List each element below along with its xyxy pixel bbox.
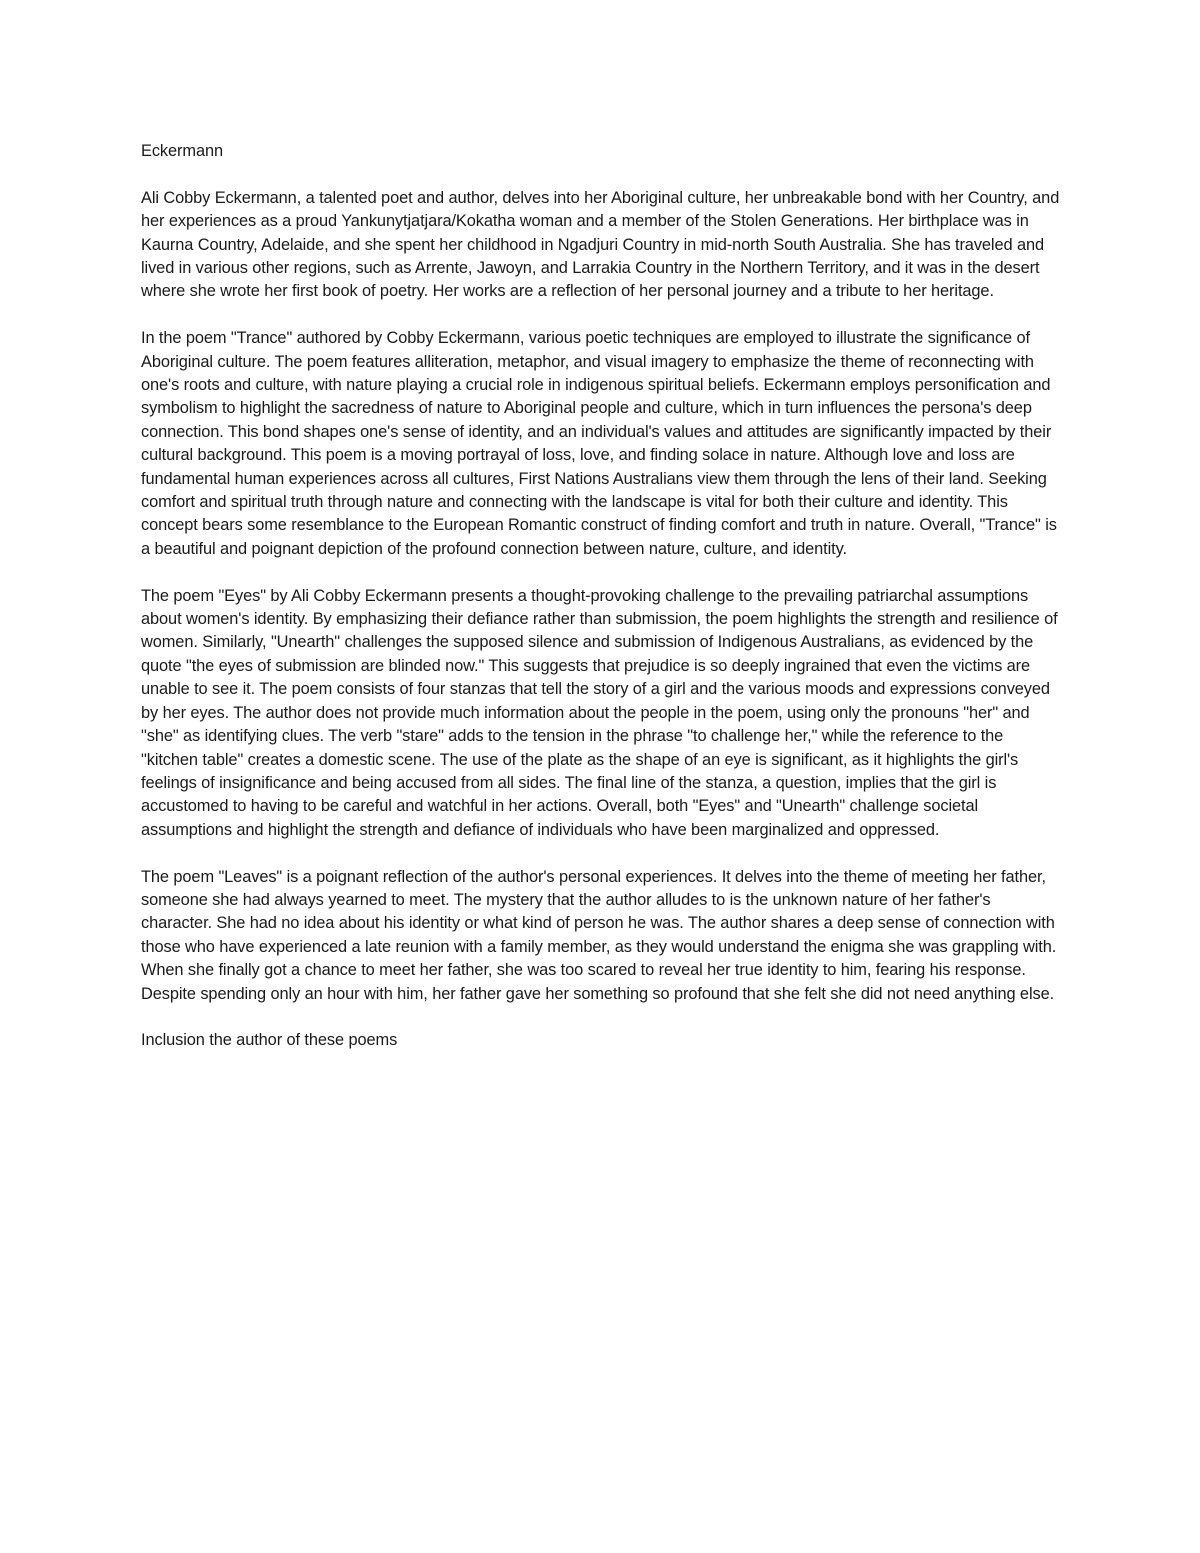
paragraph-trance: In the poem "Trance" authored by Cobby Eckermann, various poetic techniques are employed to illustrate the significance of Aboriginal culture. The poem features alliteration, metaphor, and visual imagery to emphasize the theme of reconnecting with one's roots and culture, with nature playing a crucial role in indigenous spiritual beliefs. Eckermann employs personification and symbolism to highlight the sacredness of nature to Aboriginal people and culture, which in turn influences the persona's deep connection. This bond shapes one's sense of identity, and an individual's values and attitudes are significantly impacted by their cultural background. This poem is a moving portrayal of loss, love, and finding solace in nature. Although love and loss are fundamental human experiences across all cultures, First Nations Australians view them through the lens of their land. Seeking comfort and spiritual truth through nature and connecting with the landscape is vital for both their culture and identity. This concept bears some resemblance to the European Romantic construct of finding comfort and truth in nature. Overall, "Trance" is a beautiful and poignant depiction of the profound connection between nature, culture, and identity. — [141, 329, 1057, 558]
paragraph-conclusion: Inclusion the author of these poems — [141, 1031, 398, 1050]
paragraph-eyes: The poem "Eyes" by Ali Cobby Eckermann presents a thought-provoking challenge to the prevailing patriarchal assumptions about women's identity. By emphasizing their defiance rather than submission, the poem highlights the strength and resilience of women. Similarly, "Unearth" challenges the supposed silence and submission of Indigenous Australians, as evidenced by the quote "the eyes of submission are blinded now." This suggests that prejudice is so deeply ingrained that even the victims are unable to see it. The poem consists of four stanzas that tell the story of a girl and the various moods and expressions conveyed by her eyes. The author does not provide much information about the people in the poem, using only the pronouns "her" and "she" as identifying clues. The verb "stare" adds to the tension in the phrase "to challenge her," while the reference to the "kitchen table" creates a domestic scene. The use of the plate as the shape of an eye is significant, as it highlights the girl's feelings of insignificance and being accused from all sides. The final line of the stanza, a question, implies that the girl is accustomed to having to be careful and watchful in her actions. Overall, both "Eyes" and "Unearth" challenge societal assumptions and highlight the strength and defiance of individuals who have been marginalized and oppressed. — [141, 586, 1058, 839]
paragraph-leaves: The poem "Leaves" is a poignant reflection of the author's personal experiences. It delves into the theme of meeting her father, someone she had always yearned to meet. The mystery that the author alludes to is the unknown nature of her father's character. She had no idea about his identity or what kind of person he was. The author shares a deep sense of connection with those who have experienced a late reunion with a family member, as they would understand the enigma she was grappling with. When she finally got a chance to meet her father, she was too scared to reveal her true identity to him, fearing his response. Despite spending only an hour with him, her father gave her something so profound that she felt she did not need anything else. — [141, 867, 1057, 1003]
paragraph-biography: Ali Cobby Eckermann, a talented poet and author, delves into her Aboriginal culture, her unbreakable bond with her Country, and her experiences as a proud Yankunytjatjara/Kokatha woman and a member of the Stolen Generations. Her birthplace was in Kaurna Country, Adelaide, and she spent her childhood in Ngadjuri Country in mid-north South Australia. She has traveled and lived in various other regions, such as Arrente, Jawoyn, and Larrakia Country in the Northern Territory, and it was in the desert where she wrote her first book of poetry. Her works are a reflection of her personal journey and a tribute to her heritage. — [141, 188, 1060, 301]
document-title: Eckermann — [141, 142, 223, 160]
document-page — [141, 140, 1063, 1076]
